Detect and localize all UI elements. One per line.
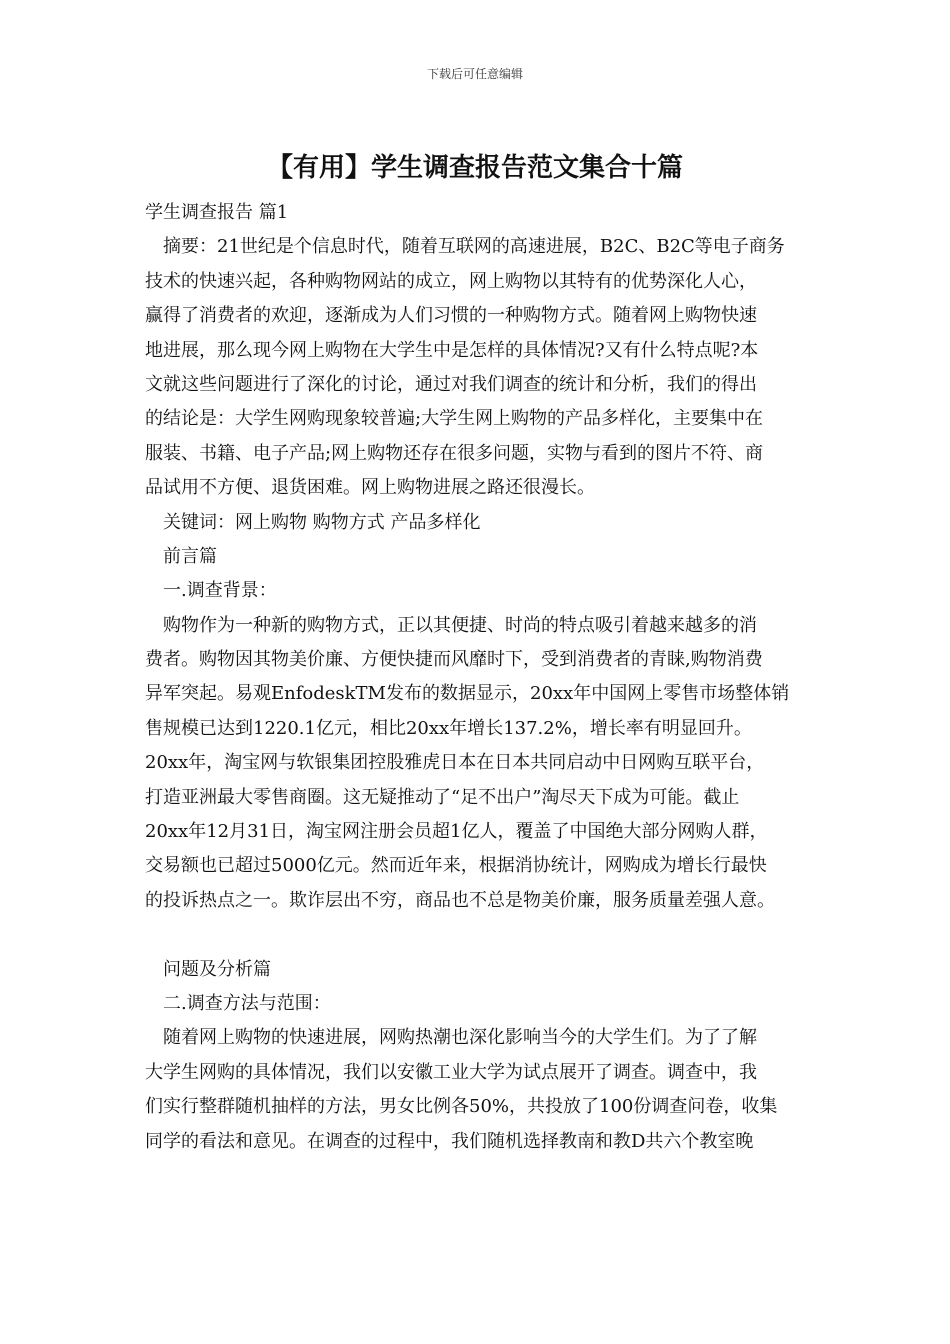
text-line: 打造亚洲最大零售商圈。这无疑推动了“足不出户”淘尽天下成为可能。截止 — [145, 786, 740, 808]
text-line: 地进展，那么现今网上购物在大学生中是怎样的具体情况?又有什么特点呢?本 — [145, 339, 759, 361]
text-line: 20xx年12月31日，淘宝网注册会员超1亿人，覆盖了中国绝大部分网购人群， — [145, 821, 768, 843]
text-line: 摘要：21世纪是个信息时代，随着互联网的高速进展，B2C、B2C等电子商务 — [163, 236, 785, 258]
text-line: 服装、书籍、电子产品;网上购物还存在很多问题，实物与看到的图片不符、商 — [145, 442, 764, 464]
text-line: 交易额也已超过5000亿元。然而近年来，根据消协统计，网购成为增长行最快 — [145, 855, 767, 877]
text-line: 购物作为一种新的购物方式，正以其便捷、时尚的特点吸引着越来越多的消 — [163, 614, 757, 636]
document-title: 【有用】学生调查报告范文集合十篇 — [266, 153, 683, 183]
text-line: 费者。购物因其物美价廉、方便快捷而风靡时下，受到消费者的青睐,购物消费 — [145, 649, 763, 671]
text-line: 随着网上购物的快速进展，网购热潮也深化影响当今的大学生们。为了了解 — [163, 1027, 757, 1049]
text-line: 异军突起。易观EnfodeskTM发布的数据显示，20xx年中国网上零售市场整体销 — [145, 683, 790, 705]
text-line: 20xx年，淘宝网与软银集团控股雅虎日本在日本共同启动中日网购互联平台， — [145, 752, 765, 774]
text-line: 一.调查背景： — [163, 580, 277, 602]
document-body — [145, 196, 825, 1159]
text-line: 技术的快速兴起，各种购物网站的成立，网上购物以其特有的优势深化人心， — [145, 270, 757, 292]
text-line: 售规模已达到1220.1亿元，相比20xx年增长137.2%，增长率有明显回升。 — [145, 717, 752, 739]
text-line: 的投诉热点之一。欺诈层出不穷，商品也不总是物美价廉，服务质量差强人意。 — [145, 889, 775, 911]
text-line: 关键词：网上购物 购物方式 产品多样化 — [163, 511, 481, 533]
text-line: 大学生网购的具体情况，我们以安徽工业大学为试点展开了调查。调查中，我 — [145, 1061, 757, 1083]
header-note: 下载后可任意编辑 — [426, 67, 523, 81]
text-line: 品试用不方便、退货困难。网上购物进展之路还很漫长。 — [145, 477, 595, 499]
text-line: 二.调查方法与范围： — [163, 992, 331, 1014]
text-line: 们实行整群随机抽样的方法，男女比例各50%，共投放了100份调查问卷，收集 — [145, 1096, 778, 1118]
text-line: 同学的看法和意见。在调查的过程中，我们随机选择教南和教D共六个教室晚 — [145, 1130, 754, 1152]
text-line: 学生调查报告 篇1 — [145, 202, 289, 223]
text-line: 前言篇 — [163, 545, 217, 567]
blank-line — [145, 918, 825, 952]
text-line: 赢得了消费者的欢迎，逐渐成为人们习惯的一种购物方式。随着网上购物快速 — [145, 305, 757, 327]
text-line: 问题及分析篇 — [163, 958, 271, 980]
text-line: 的结论是：大学生网购现象较普遍;大学生网上购物的产品多样化，主要集中在 — [145, 408, 764, 430]
text-line: 文就这些问题进行了深化的讨论，通过对我们调查的统计和分析，我们的得出 — [145, 373, 757, 395]
